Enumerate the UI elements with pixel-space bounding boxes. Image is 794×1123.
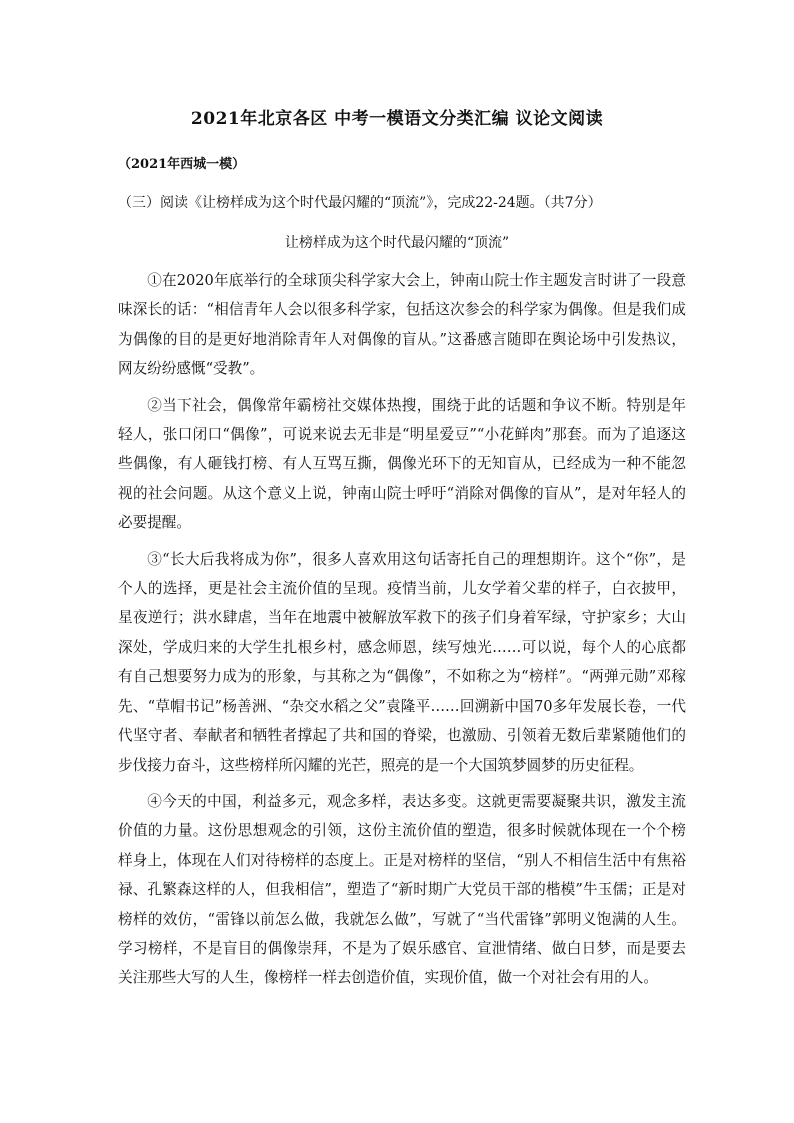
document-title: 2021年北京各区 中考一模语文分类汇编 议论文阅读 [190,109,604,129]
article-title: 让榜样成为这个时代最闪耀的“顶流” [284,235,510,251]
paragraph-4: ④今天的中国，利益多元，观念多样，表达多变。这就更需要凝聚共识，激发主流价值的力量。这份思想观念的引领，这份主流价值的塑造，很多时候就体现在一个个榜样身上，体现在人们对待榜样的态度上。正是对榜样的坚信，“别人不相信生活中有焦裕禄、孔繁森这样的人，但我相信”，塑造了“新时期广大党员干部的楷模”牛玉儒；正是对榜样的效仿，“雷锋以前怎么做，我就怎么做”，写就了“当代雷锋”郭明义饱满的人生。学习榜样，不是盲目的偶像崇拜，不是为了娱乐感官、宣泄情绪、做白日梦，而是要去关注那些大写的人生，像榜样一样去创造价值，实现价值，做一个对社会有用的人。 [118,792,686,987]
section-instructions: （三）阅读《让榜样成为这个时代最闪耀的“顶流”》，完成22-24题。（共7分） [118,195,602,211]
article-body [118,266,686,1000]
paragraph-1: ①在2020年底举行的全球顶尖科学家大会上，钟南山院士作主题发言时讲了一段意味深长的话：“相信青年人会以很多科学家，包括这次参会的科学家为偶像。但是我们成为偶像的目的是更好地消除青年人对偶像的盲从。”这番感言随即在舆论场中引发热议，网友纷纷感慨“受教”。 [118,272,686,378]
paragraph-3: ③“长大后我将成为你”，很多人喜欢用这句话寄托自己的理想期许。这个“你”，是个人的选择，更是社会主流价值的呈现。疫情当前，儿女学着父辈的样子，白衣披甲，星夜逆行；洪水肆虐，当年在地震中被解放军救下的孩子们身着军绿，守护家乡；大山深处，学成归来的大学生扎根乡村，感念师恩，续写烛光……可以说，每个人的心底都有自己想要努力成为的形象，与其称之为“偶像”，不如称之为“榜样”。“两弹元勋”邓稼先、“草帽书记”杨善洲、“杂交水稻之父”袁隆平……回溯新中国70多年发展长卷，一代代坚守者、奉献者和牺牲者撑起了共和国的脊梁，也激励、引领着无数后辈紧随他们的步伐接力奋斗，这些榜样所闪耀的光芒，照亮的是一个大国筑梦圆梦的历史征程。 [118,550,686,774]
paragraph-2: ②当下社会，偶像常年霸榜社交媒体热搜，围绕于此的话题和争议不断。特别是年轻人，张口闭口“偶像”，可说来说去无非是“明星爱豆”“小花鲜肉”那套。而为了追逐这些偶像，有人砸钱打榜、有人互骂互撕，偶像光环下的无知盲从，已经成为一种不能忽视的社会问题。从这个意义上说，钟南山院士呼吁“消除对偶像的盲从”，是对年轻人的必要提醒。 [118,396,686,532]
exam-source-label: （2021年西城一模） [118,157,246,172]
